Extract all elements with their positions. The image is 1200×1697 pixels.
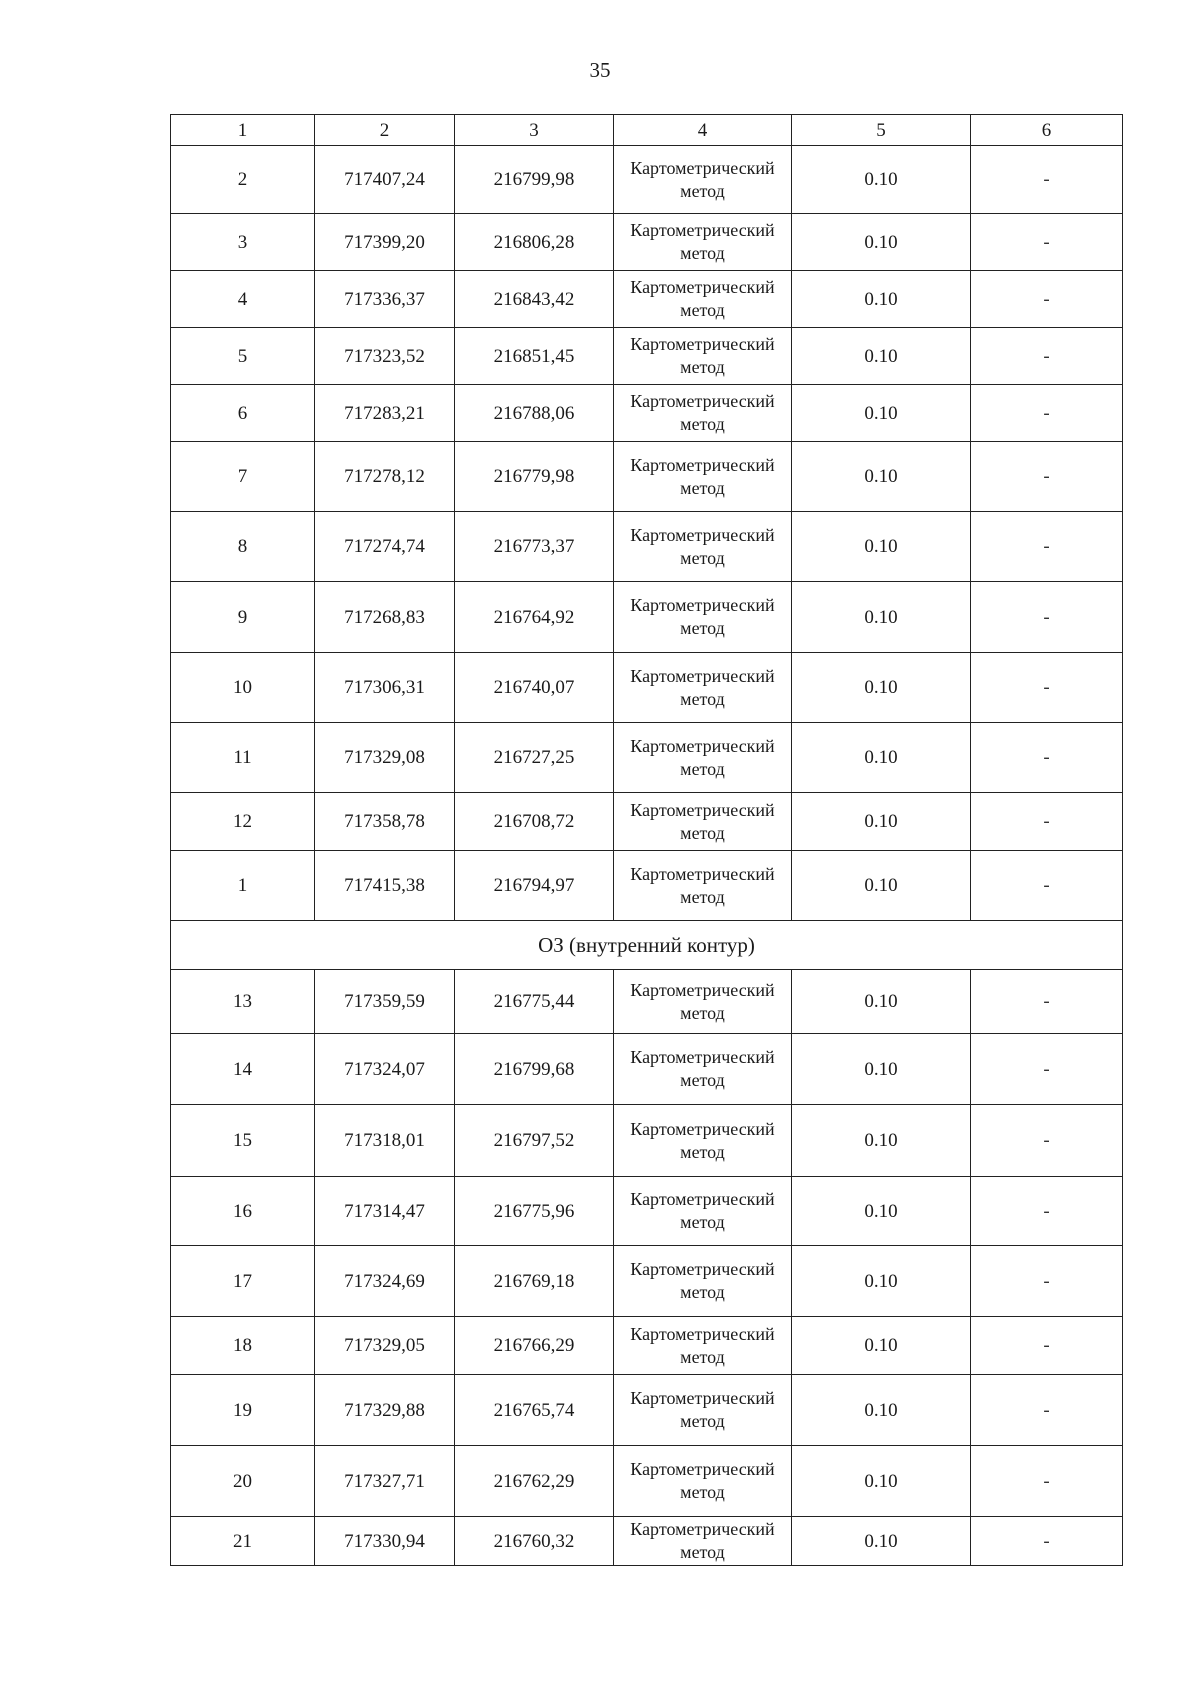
y-coordinate-cell: 216799,98 — [455, 146, 614, 214]
accuracy-cell: 0.10 — [792, 653, 971, 723]
accuracy-cell: 0.10 — [792, 1375, 971, 1446]
method-cell — [614, 512, 792, 582]
note-cell: - — [971, 582, 1123, 653]
x-coordinate-cell: 717336,37 — [315, 271, 455, 328]
point-number-cell: 8 — [171, 512, 315, 582]
method-line-2: метод — [680, 414, 725, 434]
method-cell — [614, 1105, 792, 1177]
x-coordinate-cell: 717399,20 — [315, 214, 455, 271]
y-coordinate-cell: 216760,32 — [455, 1517, 614, 1566]
table-row — [171, 1246, 1123, 1317]
x-coordinate-cell: 717407,24 — [315, 146, 455, 214]
method-line-1: Картометрический — [630, 1259, 775, 1279]
method-line-1: Картометрический — [630, 277, 775, 297]
y-coordinate-cell: 216806,28 — [455, 214, 614, 271]
y-coordinate-cell: 216773,37 — [455, 512, 614, 582]
note-cell: - — [971, 442, 1123, 512]
method-line-2: метод — [680, 1141, 725, 1162]
table-row — [171, 512, 1123, 582]
method-line-1: Картометрический — [630, 157, 775, 178]
column-header: 4 — [614, 115, 792, 146]
y-coordinate-cell: 216762,29 — [455, 1446, 614, 1517]
accuracy-cell: 0.10 — [792, 146, 971, 214]
accuracy-cell: 0.10 — [792, 1446, 971, 1517]
table-row — [171, 851, 1123, 921]
point-number-cell: 2 — [171, 146, 315, 214]
x-coordinate-cell: 717306,31 — [315, 653, 455, 723]
x-coordinate-cell: 717324,07 — [315, 1034, 455, 1105]
note-cell: - — [971, 214, 1123, 271]
table-row — [171, 1317, 1123, 1375]
method-cell — [614, 1375, 792, 1446]
y-coordinate-cell: 216727,25 — [455, 723, 614, 793]
accuracy-cell: 0.10 — [792, 851, 971, 921]
point-number-cell: 14 — [171, 1034, 315, 1105]
method-line-1: Картометрический — [630, 1118, 775, 1139]
y-coordinate-cell: 216794,97 — [455, 851, 614, 921]
table-row — [171, 970, 1123, 1034]
x-coordinate-cell: 717330,94 — [315, 1517, 455, 1566]
method-cell — [614, 1317, 792, 1375]
note-cell: - — [971, 1446, 1123, 1517]
accuracy-cell: 0.10 — [792, 582, 971, 653]
table-row — [171, 146, 1123, 214]
note-cell: - — [971, 271, 1123, 328]
method-cell — [614, 582, 792, 653]
section-title: ОЗ (внутренний контур) — [171, 921, 1123, 970]
method-line-2: метод — [680, 300, 725, 320]
method-line-2: метод — [680, 180, 725, 201]
note-cell: - — [971, 1034, 1123, 1105]
point-number-cell: 17 — [171, 1246, 315, 1317]
table-row — [171, 328, 1123, 385]
accuracy-cell: 0.10 — [792, 1034, 971, 1105]
method-line-2: метод — [680, 547, 725, 568]
coordinates-table — [170, 114, 1123, 1566]
method-line-2: метод — [680, 1282, 725, 1302]
note-cell: - — [971, 385, 1123, 442]
y-coordinate-cell: 216766,29 — [455, 1317, 614, 1375]
method-cell — [614, 970, 792, 1034]
column-header: 2 — [315, 115, 455, 146]
point-number-cell: 3 — [171, 214, 315, 271]
method-line-1: Картометрический — [630, 1189, 775, 1209]
note-cell: - — [971, 1246, 1123, 1317]
y-coordinate-cell: 216775,44 — [455, 970, 614, 1034]
method-line-1: Картометрический — [630, 863, 775, 884]
y-coordinate-cell: 216843,42 — [455, 271, 614, 328]
method-cell — [614, 793, 792, 851]
method-line-2: метод — [680, 243, 725, 263]
method-cell — [614, 1246, 792, 1317]
note-cell: - — [971, 146, 1123, 214]
y-coordinate-cell: 216851,45 — [455, 328, 614, 385]
x-coordinate-cell: 717415,38 — [315, 851, 455, 921]
page-number: 35 — [589, 58, 611, 82]
method-cell — [614, 146, 792, 214]
method-line-1: Картометрический — [630, 454, 775, 475]
method-cell — [614, 271, 792, 328]
point-number-cell: 20 — [171, 1446, 315, 1517]
method-line-1: Картометрический — [630, 524, 775, 545]
column-header: 6 — [971, 115, 1123, 146]
x-coordinate-cell: 717268,83 — [315, 582, 455, 653]
method-line-1: Картометрический — [630, 979, 775, 1000]
note-cell: - — [971, 1105, 1123, 1177]
table-row — [171, 385, 1123, 442]
method-line-1: Картометрический — [630, 1047, 775, 1067]
method-line-2: метод — [680, 1070, 725, 1090]
table-row — [171, 214, 1123, 271]
y-coordinate-cell: 216708,72 — [455, 793, 614, 851]
x-coordinate-cell: 717318,01 — [315, 1105, 455, 1177]
note-cell: - — [971, 512, 1123, 582]
method-line-1: Картометрический — [630, 595, 775, 615]
note-cell: - — [971, 328, 1123, 385]
y-coordinate-cell: 216799,68 — [455, 1034, 614, 1105]
method-line-2: метод — [680, 758, 725, 779]
accuracy-cell: 0.10 — [792, 1317, 971, 1375]
table-row — [171, 1177, 1123, 1246]
x-coordinate-cell: 717329,88 — [315, 1375, 455, 1446]
method-line-1: Картометрический — [630, 1519, 775, 1539]
method-cell — [614, 214, 792, 271]
table-row — [171, 723, 1123, 793]
point-number-cell: 10 — [171, 653, 315, 723]
accuracy-cell: 0.10 — [792, 214, 971, 271]
note-cell: - — [971, 723, 1123, 793]
section-row — [171, 921, 1123, 970]
method-cell — [614, 442, 792, 512]
y-coordinate-cell: 216765,74 — [455, 1375, 614, 1446]
accuracy-cell: 0.10 — [792, 1517, 971, 1566]
accuracy-cell: 0.10 — [792, 271, 971, 328]
note-cell: - — [971, 851, 1123, 921]
x-coordinate-cell: 717359,59 — [315, 970, 455, 1034]
point-number-cell: 11 — [171, 723, 315, 793]
method-line-2: метод — [680, 688, 725, 709]
accuracy-cell: 0.10 — [792, 328, 971, 385]
method-cell — [614, 1446, 792, 1517]
method-line-1: Картометрический — [630, 1459, 775, 1479]
accuracy-cell: 0.10 — [792, 512, 971, 582]
point-number-cell: 9 — [171, 582, 315, 653]
method-line-2: метод — [680, 1542, 725, 1562]
x-coordinate-cell: 717329,08 — [315, 723, 455, 793]
method-cell — [614, 653, 792, 723]
table-row — [171, 1034, 1123, 1105]
note-cell: - — [971, 1517, 1123, 1566]
point-number-cell: 15 — [171, 1105, 315, 1177]
table-row — [171, 1517, 1123, 1566]
column-header: 3 — [455, 115, 614, 146]
note-cell: - — [971, 653, 1123, 723]
point-number-cell: 5 — [171, 328, 315, 385]
y-coordinate-cell: 216764,92 — [455, 582, 614, 653]
method-line-1: Картометрический — [630, 799, 775, 820]
point-number-cell: 19 — [171, 1375, 315, 1446]
accuracy-cell: 0.10 — [792, 385, 971, 442]
table-row — [171, 271, 1123, 328]
x-coordinate-cell: 717278,12 — [315, 442, 455, 512]
method-line-1: Картометрический — [630, 1388, 775, 1408]
table-row — [171, 442, 1123, 512]
table-row — [171, 582, 1123, 653]
method-cell — [614, 1034, 792, 1105]
method-line-2: метод — [680, 822, 725, 843]
point-number-cell: 6 — [171, 385, 315, 442]
point-number-cell: 21 — [171, 1517, 315, 1566]
column-header: 1 — [171, 115, 315, 146]
x-coordinate-cell: 717283,21 — [315, 385, 455, 442]
point-number-cell: 16 — [171, 1177, 315, 1246]
x-coordinate-cell: 717358,78 — [315, 793, 455, 851]
point-number-cell: 18 — [171, 1317, 315, 1375]
point-number-cell: 1 — [171, 851, 315, 921]
point-number-cell: 7 — [171, 442, 315, 512]
column-header: 5 — [792, 115, 971, 146]
method-cell — [614, 723, 792, 793]
accuracy-cell: 0.10 — [792, 1177, 971, 1246]
y-coordinate-cell: 216769,18 — [455, 1246, 614, 1317]
x-coordinate-cell: 717329,05 — [315, 1317, 455, 1375]
x-coordinate-cell: 717324,69 — [315, 1246, 455, 1317]
accuracy-cell: 0.10 — [792, 723, 971, 793]
method-cell — [614, 851, 792, 921]
accuracy-cell: 0.10 — [792, 793, 971, 851]
method-line-2: метод — [680, 357, 725, 377]
y-coordinate-cell: 216775,96 — [455, 1177, 614, 1246]
table-row — [171, 1375, 1123, 1446]
y-coordinate-cell: 216797,52 — [455, 1105, 614, 1177]
table-row — [171, 653, 1123, 723]
accuracy-cell: 0.10 — [792, 970, 971, 1034]
point-number-cell: 4 — [171, 271, 315, 328]
method-line-2: метод — [680, 886, 725, 907]
x-coordinate-cell: 717327,71 — [315, 1446, 455, 1517]
method-line-2: метод — [680, 618, 725, 638]
table-row — [171, 1105, 1123, 1177]
accuracy-cell: 0.10 — [792, 1105, 971, 1177]
note-cell: - — [971, 793, 1123, 851]
method-line-1: Картометрический — [630, 334, 775, 354]
accuracy-cell: 0.10 — [792, 442, 971, 512]
method-line-2: метод — [680, 477, 725, 498]
method-line-1: Картометрический — [630, 1323, 775, 1344]
table-header-row — [171, 115, 1123, 146]
method-cell — [614, 328, 792, 385]
x-coordinate-cell: 717323,52 — [315, 328, 455, 385]
table-row — [171, 793, 1123, 851]
method-line-2: метод — [680, 1212, 725, 1232]
note-cell: - — [971, 1177, 1123, 1246]
note-cell: - — [971, 1375, 1123, 1446]
point-number-cell: 13 — [171, 970, 315, 1034]
table-row — [171, 1446, 1123, 1517]
method-line-2: метод — [680, 1411, 725, 1431]
method-line-2: метод — [680, 1482, 725, 1502]
method-cell — [614, 385, 792, 442]
method-line-1: Картометрический — [630, 735, 775, 756]
x-coordinate-cell: 717314,47 — [315, 1177, 455, 1246]
y-coordinate-cell: 216788,06 — [455, 385, 614, 442]
method-line-1: Картометрический — [630, 665, 775, 686]
accuracy-cell: 0.10 — [792, 1246, 971, 1317]
y-coordinate-cell: 216779,98 — [455, 442, 614, 512]
coordinates-table-body — [171, 115, 1123, 1566]
note-cell: - — [971, 970, 1123, 1034]
method-cell — [614, 1517, 792, 1566]
method-line-2: метод — [680, 1002, 725, 1023]
y-coordinate-cell: 216740,07 — [455, 653, 614, 723]
method-line-1: Картометрический — [630, 220, 775, 240]
method-cell — [614, 1177, 792, 1246]
x-coordinate-cell: 717274,74 — [315, 512, 455, 582]
method-line-1: Картометрический — [630, 391, 775, 411]
method-line-2: метод — [680, 1346, 725, 1367]
point-number-cell: 12 — [171, 793, 315, 851]
note-cell: - — [971, 1317, 1123, 1375]
